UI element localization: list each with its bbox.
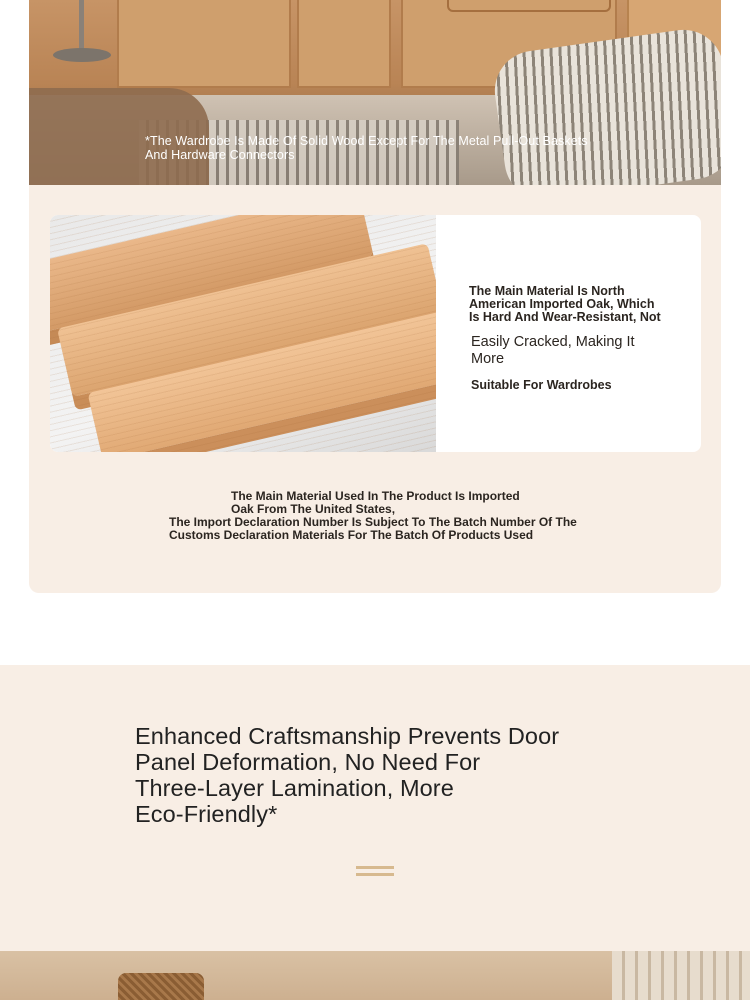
import-declaration-note: The Main Material Used In The Product Is Imported Oak From The United States, The Import Declaration Number Is Subject To The Batch Number Of The Customs Declaration Materials For The Batch Of Products Used	[169, 489, 577, 542]
wardrobe-door	[297, 0, 391, 88]
material-section	[29, 185, 721, 593]
wicker-basket	[118, 973, 204, 1000]
wardrobe-door	[117, 0, 291, 88]
room-photo	[0, 951, 750, 1000]
craftsmanship-heading: Enhanced Craftsmanship Prevents Door Panel Deformation, No Need For Three-Layer Lamination, More Eco-Friendly*	[135, 723, 560, 827]
drawer-handle	[447, 0, 611, 12]
bedroom-photo	[29, 0, 721, 185]
double-line-divider	[356, 866, 394, 876]
craftsmanship-section	[0, 665, 750, 951]
oak-planks-image	[50, 215, 436, 452]
curtain	[612, 951, 750, 1000]
material-description: The Main Material Is North American Imported Oak, Which Is Hard And Wear-Resistant, Not Easily Cracked, Making It More Suitable For Wardrobes	[469, 284, 661, 392]
material-card	[50, 215, 701, 452]
lamp-base	[53, 48, 111, 62]
solid-wood-note: *The Wardrobe Is Made Of Solid Wood Except For The Metal Pull-Out Baskets And Hardware Connectors	[145, 134, 588, 162]
